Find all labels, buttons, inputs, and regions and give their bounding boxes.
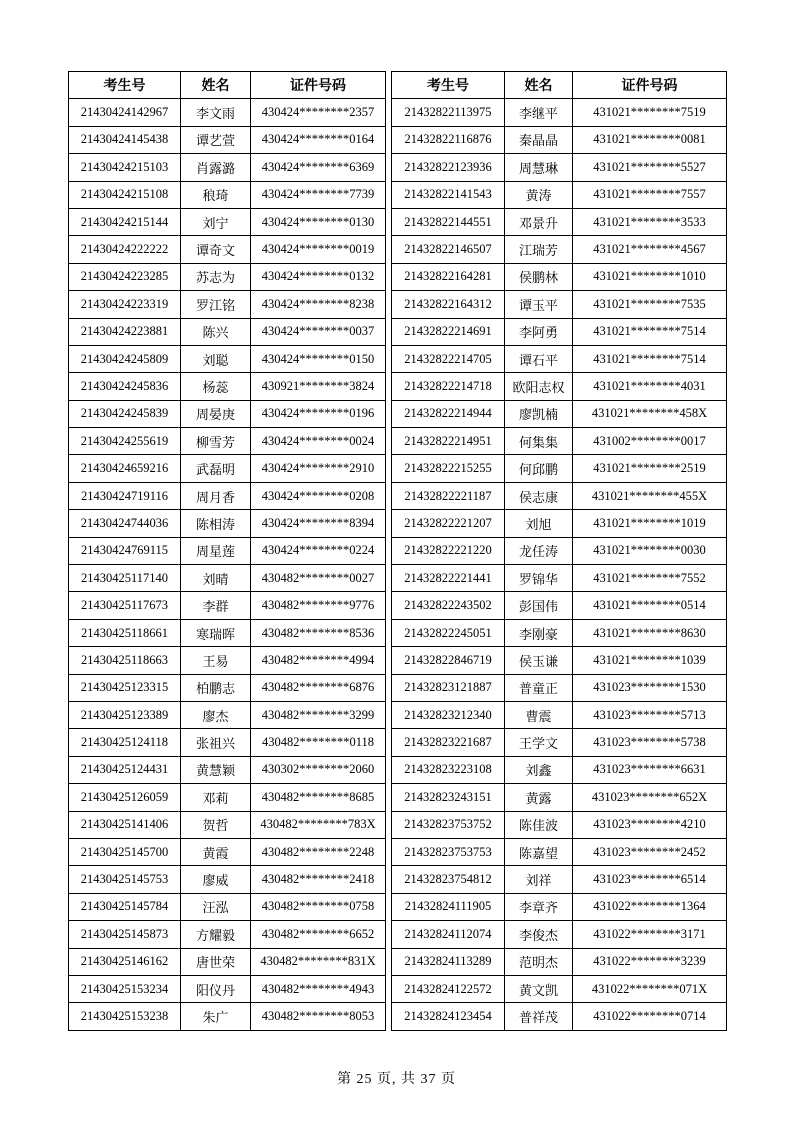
name-cell: 黄慧颖 — [181, 756, 251, 783]
table-row — [392, 236, 727, 263]
header-row — [69, 72, 386, 99]
column-header-name: 姓名 — [505, 72, 573, 99]
table-row — [69, 428, 386, 455]
name-cell: 谭石平 — [505, 345, 573, 372]
table-row — [69, 482, 386, 509]
table-row — [392, 893, 727, 920]
candidate-number-cell: 21432824113289 — [392, 948, 505, 975]
candidate-number-cell: 21432822123936 — [392, 154, 505, 181]
name-cell: 阳仪丹 — [181, 975, 251, 1002]
table-row — [392, 729, 727, 756]
candidate-number-cell: 21430424245836 — [69, 373, 181, 400]
table-row — [69, 373, 386, 400]
name-cell: 李群 — [181, 592, 251, 619]
table-row — [69, 154, 386, 181]
table-row — [69, 455, 386, 482]
candidate-number-cell: 21430424215144 — [69, 208, 181, 235]
column-header-id-number: 证件号码 — [573, 72, 727, 99]
candidate-number-cell: 21432822243502 — [392, 592, 505, 619]
candidate-number-cell: 21430425117140 — [69, 565, 181, 592]
id-number-cell: 430424********0224 — [251, 537, 386, 564]
candidate-number-cell: 21430424744036 — [69, 510, 181, 537]
id-number-cell: 430302********2060 — [251, 756, 386, 783]
candidate-number-cell: 21430424145438 — [69, 126, 181, 153]
candidate-number-cell: 21430424769115 — [69, 537, 181, 564]
candidate-number-cell: 21432823212340 — [392, 701, 505, 728]
right-roster-table — [391, 71, 727, 1031]
id-number-cell: 431022********3239 — [573, 948, 727, 975]
table-row — [69, 537, 386, 564]
candidate-number-cell: 21430425124118 — [69, 729, 181, 756]
candidate-number-cell: 21432823121887 — [392, 674, 505, 701]
name-cell: 谭玉平 — [505, 291, 573, 318]
candidate-number-cell: 21430425145784 — [69, 893, 181, 920]
name-cell: 方耀毅 — [181, 921, 251, 948]
table-row — [69, 126, 386, 153]
id-number-cell: 430424********7739 — [251, 181, 386, 208]
table-row — [69, 647, 386, 674]
table-row — [69, 99, 386, 126]
left-roster-table — [68, 71, 386, 1031]
candidate-number-cell: 21430425124431 — [69, 756, 181, 783]
right-table-body — [392, 99, 727, 1030]
id-number-cell: 431023********5713 — [573, 701, 727, 728]
table-row — [392, 1003, 727, 1030]
id-number-cell: 431021********2519 — [573, 455, 727, 482]
id-number-cell: 430482********8685 — [251, 784, 386, 811]
table-row — [392, 948, 727, 975]
id-number-cell: 431002********0017 — [573, 428, 727, 455]
table-row — [69, 756, 386, 783]
name-cell: 黄文凯 — [505, 975, 573, 1002]
candidate-number-cell: 21430424215108 — [69, 181, 181, 208]
name-cell: 龙任涛 — [505, 537, 573, 564]
name-cell: 柏鹏志 — [181, 674, 251, 701]
candidate-number-cell: 21430424222222 — [69, 236, 181, 263]
id-number-cell: 430424********2357 — [251, 99, 386, 126]
table-row — [69, 866, 386, 893]
name-cell: 周星莲 — [181, 537, 251, 564]
table-row — [392, 318, 727, 345]
candidate-number-cell: 21430425145873 — [69, 921, 181, 948]
id-number-cell: 430482********0758 — [251, 893, 386, 920]
id-number-cell: 431023********1530 — [573, 674, 727, 701]
candidate-number-cell: 21432822116876 — [392, 126, 505, 153]
table-row — [69, 784, 386, 811]
name-cell: 柳雪芳 — [181, 428, 251, 455]
id-number-cell: 431023********6631 — [573, 756, 727, 783]
id-number-cell: 431021********7557 — [573, 181, 727, 208]
id-number-cell: 430482********2248 — [251, 838, 386, 865]
table-row — [392, 838, 727, 865]
candidate-number-cell: 21432824122572 — [392, 975, 505, 1002]
right-table-header — [392, 72, 727, 99]
id-number-cell: 430482********0118 — [251, 729, 386, 756]
id-number-cell: 431022********3171 — [573, 921, 727, 948]
candidate-number-cell: 21432822245051 — [392, 619, 505, 646]
id-number-cell: 431022********071X — [573, 975, 727, 1002]
name-cell: 陈兴 — [181, 318, 251, 345]
candidate-number-cell: 21430424245809 — [69, 345, 181, 372]
header-row — [392, 72, 727, 99]
name-cell: 何集集 — [505, 428, 573, 455]
table-row — [69, 263, 386, 290]
candidate-number-cell: 21432823754812 — [392, 866, 505, 893]
id-number-cell: 430424********0150 — [251, 345, 386, 372]
candidate-number-cell: 21432822141543 — [392, 181, 505, 208]
candidate-number-cell: 21430425118661 — [69, 619, 181, 646]
candidate-number-cell: 21430425117673 — [69, 592, 181, 619]
name-cell: 刘宁 — [181, 208, 251, 235]
table-row — [392, 619, 727, 646]
name-cell: 陈佳波 — [505, 811, 573, 838]
id-number-cell: 430482********831X — [251, 948, 386, 975]
table-row — [392, 263, 727, 290]
table-row — [392, 592, 727, 619]
name-cell: 杨蕊 — [181, 373, 251, 400]
id-number-cell: 431021********3533 — [573, 208, 727, 235]
name-cell: 朱广 — [181, 1003, 251, 1030]
table-row — [392, 701, 727, 728]
table-row — [392, 455, 727, 482]
candidate-number-cell: 21432823243151 — [392, 784, 505, 811]
id-number-cell: 431021********4567 — [573, 236, 727, 263]
candidate-number-cell: 21432823221687 — [392, 729, 505, 756]
name-cell: 江瑞芳 — [505, 236, 573, 263]
name-cell: 刘旭 — [505, 510, 573, 537]
candidate-number-cell: 21432822214718 — [392, 373, 505, 400]
name-cell: 欧阳志权 — [505, 373, 573, 400]
table-row — [69, 838, 386, 865]
table-row — [69, 236, 386, 263]
column-header-candidate-number: 考生号 — [392, 72, 505, 99]
table-row — [69, 729, 386, 756]
table-row — [69, 811, 386, 838]
candidate-number-cell: 21430425118663 — [69, 647, 181, 674]
candidate-number-cell: 21430425153234 — [69, 975, 181, 1002]
table-row — [69, 674, 386, 701]
table-row — [392, 99, 727, 126]
id-number-cell: 431023********4210 — [573, 811, 727, 838]
candidate-number-cell: 21430424223285 — [69, 263, 181, 290]
candidate-number-cell: 21432822846719 — [392, 647, 505, 674]
id-number-cell: 431021********8630 — [573, 619, 727, 646]
id-number-cell: 430424********8394 — [251, 510, 386, 537]
candidate-number-cell: 21430425123315 — [69, 674, 181, 701]
column-header-id-number: 证件号码 — [251, 72, 386, 99]
table-row — [392, 428, 727, 455]
candidate-number-cell: 21432824123454 — [392, 1003, 505, 1030]
id-number-cell: 430424********6369 — [251, 154, 386, 181]
page-footer: 第 25 页, 共 37 页 — [337, 1072, 456, 1087]
name-cell: 周晏庚 — [181, 400, 251, 427]
name-cell: 彭国伟 — [505, 592, 573, 619]
id-number-cell: 431021********0030 — [573, 537, 727, 564]
candidate-number-cell: 21432822113975 — [392, 99, 505, 126]
name-cell: 谭奇文 — [181, 236, 251, 263]
id-number-cell: 430424********0132 — [251, 263, 386, 290]
name-cell: 刘鑫 — [505, 756, 573, 783]
name-cell: 侯志康 — [505, 482, 573, 509]
id-number-cell: 430424********2910 — [251, 455, 386, 482]
id-number-cell: 431021********7519 — [573, 99, 727, 126]
name-cell: 黄涛 — [505, 181, 573, 208]
candidate-number-cell: 21432822214944 — [392, 400, 505, 427]
id-number-cell: 430482********6876 — [251, 674, 386, 701]
candidate-number-cell: 21430425153238 — [69, 1003, 181, 1030]
name-cell: 廖杰 — [181, 701, 251, 728]
table-row — [69, 318, 386, 345]
id-number-cell: 431021********4031 — [573, 373, 727, 400]
table-row — [392, 482, 727, 509]
candidate-number-cell: 21432823753753 — [392, 838, 505, 865]
name-cell: 陈相涛 — [181, 510, 251, 537]
id-number-cell: 431022********1364 — [573, 893, 727, 920]
id-number-cell: 430424********0024 — [251, 428, 386, 455]
candidate-number-cell: 21432822214691 — [392, 318, 505, 345]
table-row — [69, 181, 386, 208]
id-number-cell: 430482********3299 — [251, 701, 386, 728]
table-row — [392, 400, 727, 427]
id-number-cell: 430424********0019 — [251, 236, 386, 263]
table-row — [69, 510, 386, 537]
table-row — [392, 181, 727, 208]
table-row — [69, 921, 386, 948]
candidate-number-cell: 21432823753752 — [392, 811, 505, 838]
id-number-cell: 430482********8053 — [251, 1003, 386, 1030]
id-number-cell: 430424********0037 — [251, 318, 386, 345]
table-row — [392, 674, 727, 701]
name-cell: 刘祥 — [505, 866, 573, 893]
id-number-cell: 431023********5738 — [573, 729, 727, 756]
name-cell: 稂琦 — [181, 181, 251, 208]
table-row — [69, 619, 386, 646]
name-cell: 黄露 — [505, 784, 573, 811]
candidate-number-cell: 21430424223319 — [69, 291, 181, 318]
name-cell: 肖露潞 — [181, 154, 251, 181]
candidate-number-cell: 21430425126059 — [69, 784, 181, 811]
table-row — [392, 975, 727, 1002]
table-row — [392, 154, 727, 181]
id-number-cell: 431021********7514 — [573, 345, 727, 372]
table-row — [69, 400, 386, 427]
id-number-cell: 431021********1010 — [573, 263, 727, 290]
candidate-number-cell: 21432823223108 — [392, 756, 505, 783]
candidate-number-cell: 21432822164281 — [392, 263, 505, 290]
left-table-body — [69, 99, 386, 1030]
table-row — [392, 756, 727, 783]
id-number-cell: 431021********7535 — [573, 291, 727, 318]
candidate-number-cell: 21430424223881 — [69, 318, 181, 345]
id-number-cell: 431021********5527 — [573, 154, 727, 181]
name-cell: 普童正 — [505, 674, 573, 701]
name-cell: 李刚豪 — [505, 619, 573, 646]
name-cell: 罗锦华 — [505, 565, 573, 592]
table-row — [392, 373, 727, 400]
id-number-cell: 430424********0208 — [251, 482, 386, 509]
name-cell: 普祥茂 — [505, 1003, 573, 1030]
id-number-cell: 430482********6652 — [251, 921, 386, 948]
table-row — [392, 921, 727, 948]
name-cell: 廖威 — [181, 866, 251, 893]
left-table-header — [69, 72, 386, 99]
table-row — [69, 701, 386, 728]
table-row — [392, 291, 727, 318]
candidate-number-cell: 21430424255619 — [69, 428, 181, 455]
candidate-number-cell: 21432822146507 — [392, 236, 505, 263]
name-cell: 刘晴 — [181, 565, 251, 592]
candidate-number-cell: 21432822221441 — [392, 565, 505, 592]
name-cell: 周月香 — [181, 482, 251, 509]
name-cell: 寒瑞晖 — [181, 619, 251, 646]
name-cell: 何邱鹏 — [505, 455, 573, 482]
id-number-cell: 431021********458X — [573, 400, 727, 427]
table-row — [392, 345, 727, 372]
table-row — [69, 291, 386, 318]
name-cell: 汪泓 — [181, 893, 251, 920]
candidate-number-cell: 21430424245839 — [69, 400, 181, 427]
column-header-name: 姓名 — [181, 72, 251, 99]
id-number-cell: 431021********0514 — [573, 592, 727, 619]
id-number-cell: 431021********7514 — [573, 318, 727, 345]
name-cell: 刘聪 — [181, 345, 251, 372]
candidate-number-cell: 21432822215255 — [392, 455, 505, 482]
candidate-number-cell: 21432822221220 — [392, 537, 505, 564]
id-number-cell: 430424********0130 — [251, 208, 386, 235]
name-cell: 李继平 — [505, 99, 573, 126]
id-number-cell: 430482********4943 — [251, 975, 386, 1002]
table-row — [392, 126, 727, 153]
name-cell: 唐世荣 — [181, 948, 251, 975]
table-row — [392, 866, 727, 893]
table-row — [69, 893, 386, 920]
table-row — [69, 1003, 386, 1030]
id-number-cell: 431021********0081 — [573, 126, 727, 153]
id-number-cell: 430424********8238 — [251, 291, 386, 318]
candidate-number-cell: 21432822214705 — [392, 345, 505, 372]
name-cell: 陈嘉望 — [505, 838, 573, 865]
candidate-number-cell: 21430424719116 — [69, 482, 181, 509]
id-number-cell: 430424********0164 — [251, 126, 386, 153]
id-number-cell: 431023********2452 — [573, 838, 727, 865]
table-row — [69, 948, 386, 975]
candidate-number-cell: 21430424215103 — [69, 154, 181, 181]
candidate-number-cell: 21430425146162 — [69, 948, 181, 975]
table-row — [392, 565, 727, 592]
table-row — [69, 975, 386, 1002]
id-number-cell: 430482********8536 — [251, 619, 386, 646]
id-number-cell: 431021********7552 — [573, 565, 727, 592]
table-row — [69, 565, 386, 592]
id-number-cell: 430921********3824 — [251, 373, 386, 400]
name-cell: 李俊杰 — [505, 921, 573, 948]
id-number-cell: 431023********6514 — [573, 866, 727, 893]
id-number-cell: 431021********455X — [573, 482, 727, 509]
candidate-number-cell: 21432824112074 — [392, 921, 505, 948]
name-cell: 廖凯楠 — [505, 400, 573, 427]
name-cell: 李阿勇 — [505, 318, 573, 345]
id-number-cell: 430482********783X — [251, 811, 386, 838]
name-cell: 侯鹏林 — [505, 263, 573, 290]
candidate-number-cell: 21432822164312 — [392, 291, 505, 318]
name-cell: 邓景升 — [505, 208, 573, 235]
name-cell: 范明杰 — [505, 948, 573, 975]
table-row — [392, 537, 727, 564]
name-cell: 周慧琳 — [505, 154, 573, 181]
candidate-number-cell: 21432824111905 — [392, 893, 505, 920]
candidate-number-cell: 21432822221207 — [392, 510, 505, 537]
table-row — [392, 784, 727, 811]
name-cell: 罗江铭 — [181, 291, 251, 318]
table-row — [392, 647, 727, 674]
id-number-cell: 430482********4994 — [251, 647, 386, 674]
id-number-cell: 430482********9776 — [251, 592, 386, 619]
id-number-cell: 430482********2418 — [251, 866, 386, 893]
table-row — [69, 345, 386, 372]
candidate-number-cell: 21430424659216 — [69, 455, 181, 482]
table-row — [392, 510, 727, 537]
name-cell: 曹震 — [505, 701, 573, 728]
candidate-number-cell: 21432822144551 — [392, 208, 505, 235]
table-row — [69, 208, 386, 235]
candidate-number-cell: 21430424142967 — [69, 99, 181, 126]
candidate-number-cell: 21430425145700 — [69, 838, 181, 865]
table-row — [392, 811, 727, 838]
name-cell: 秦晶晶 — [505, 126, 573, 153]
name-cell: 武磊明 — [181, 455, 251, 482]
id-number-cell: 431022********0714 — [573, 1003, 727, 1030]
name-cell: 黄霞 — [181, 838, 251, 865]
candidate-number-cell: 21432822221187 — [392, 482, 505, 509]
id-number-cell: 431023********652X — [573, 784, 727, 811]
name-cell: 苏志为 — [181, 263, 251, 290]
candidate-number-cell: 21430425145753 — [69, 866, 181, 893]
column-header-candidate-number: 考生号 — [69, 72, 181, 99]
candidate-number-cell: 21430425141406 — [69, 811, 181, 838]
name-cell: 李章齐 — [505, 893, 573, 920]
name-cell: 王学文 — [505, 729, 573, 756]
name-cell: 张祖兴 — [181, 729, 251, 756]
table-row — [69, 592, 386, 619]
name-cell: 侯玉谦 — [505, 647, 573, 674]
table-row — [392, 208, 727, 235]
id-number-cell: 431021********1039 — [573, 647, 727, 674]
candidate-number-cell: 21432822214951 — [392, 428, 505, 455]
tables-container — [68, 71, 727, 1031]
name-cell: 谭艺萱 — [181, 126, 251, 153]
name-cell: 邓莉 — [181, 784, 251, 811]
candidate-number-cell: 21430425123389 — [69, 701, 181, 728]
id-number-cell: 430424********0196 — [251, 400, 386, 427]
name-cell: 贺哲 — [181, 811, 251, 838]
id-number-cell: 430482********0027 — [251, 565, 386, 592]
name-cell: 王易 — [181, 647, 251, 674]
name-cell: 李文雨 — [181, 99, 251, 126]
id-number-cell: 431021********1019 — [573, 510, 727, 537]
